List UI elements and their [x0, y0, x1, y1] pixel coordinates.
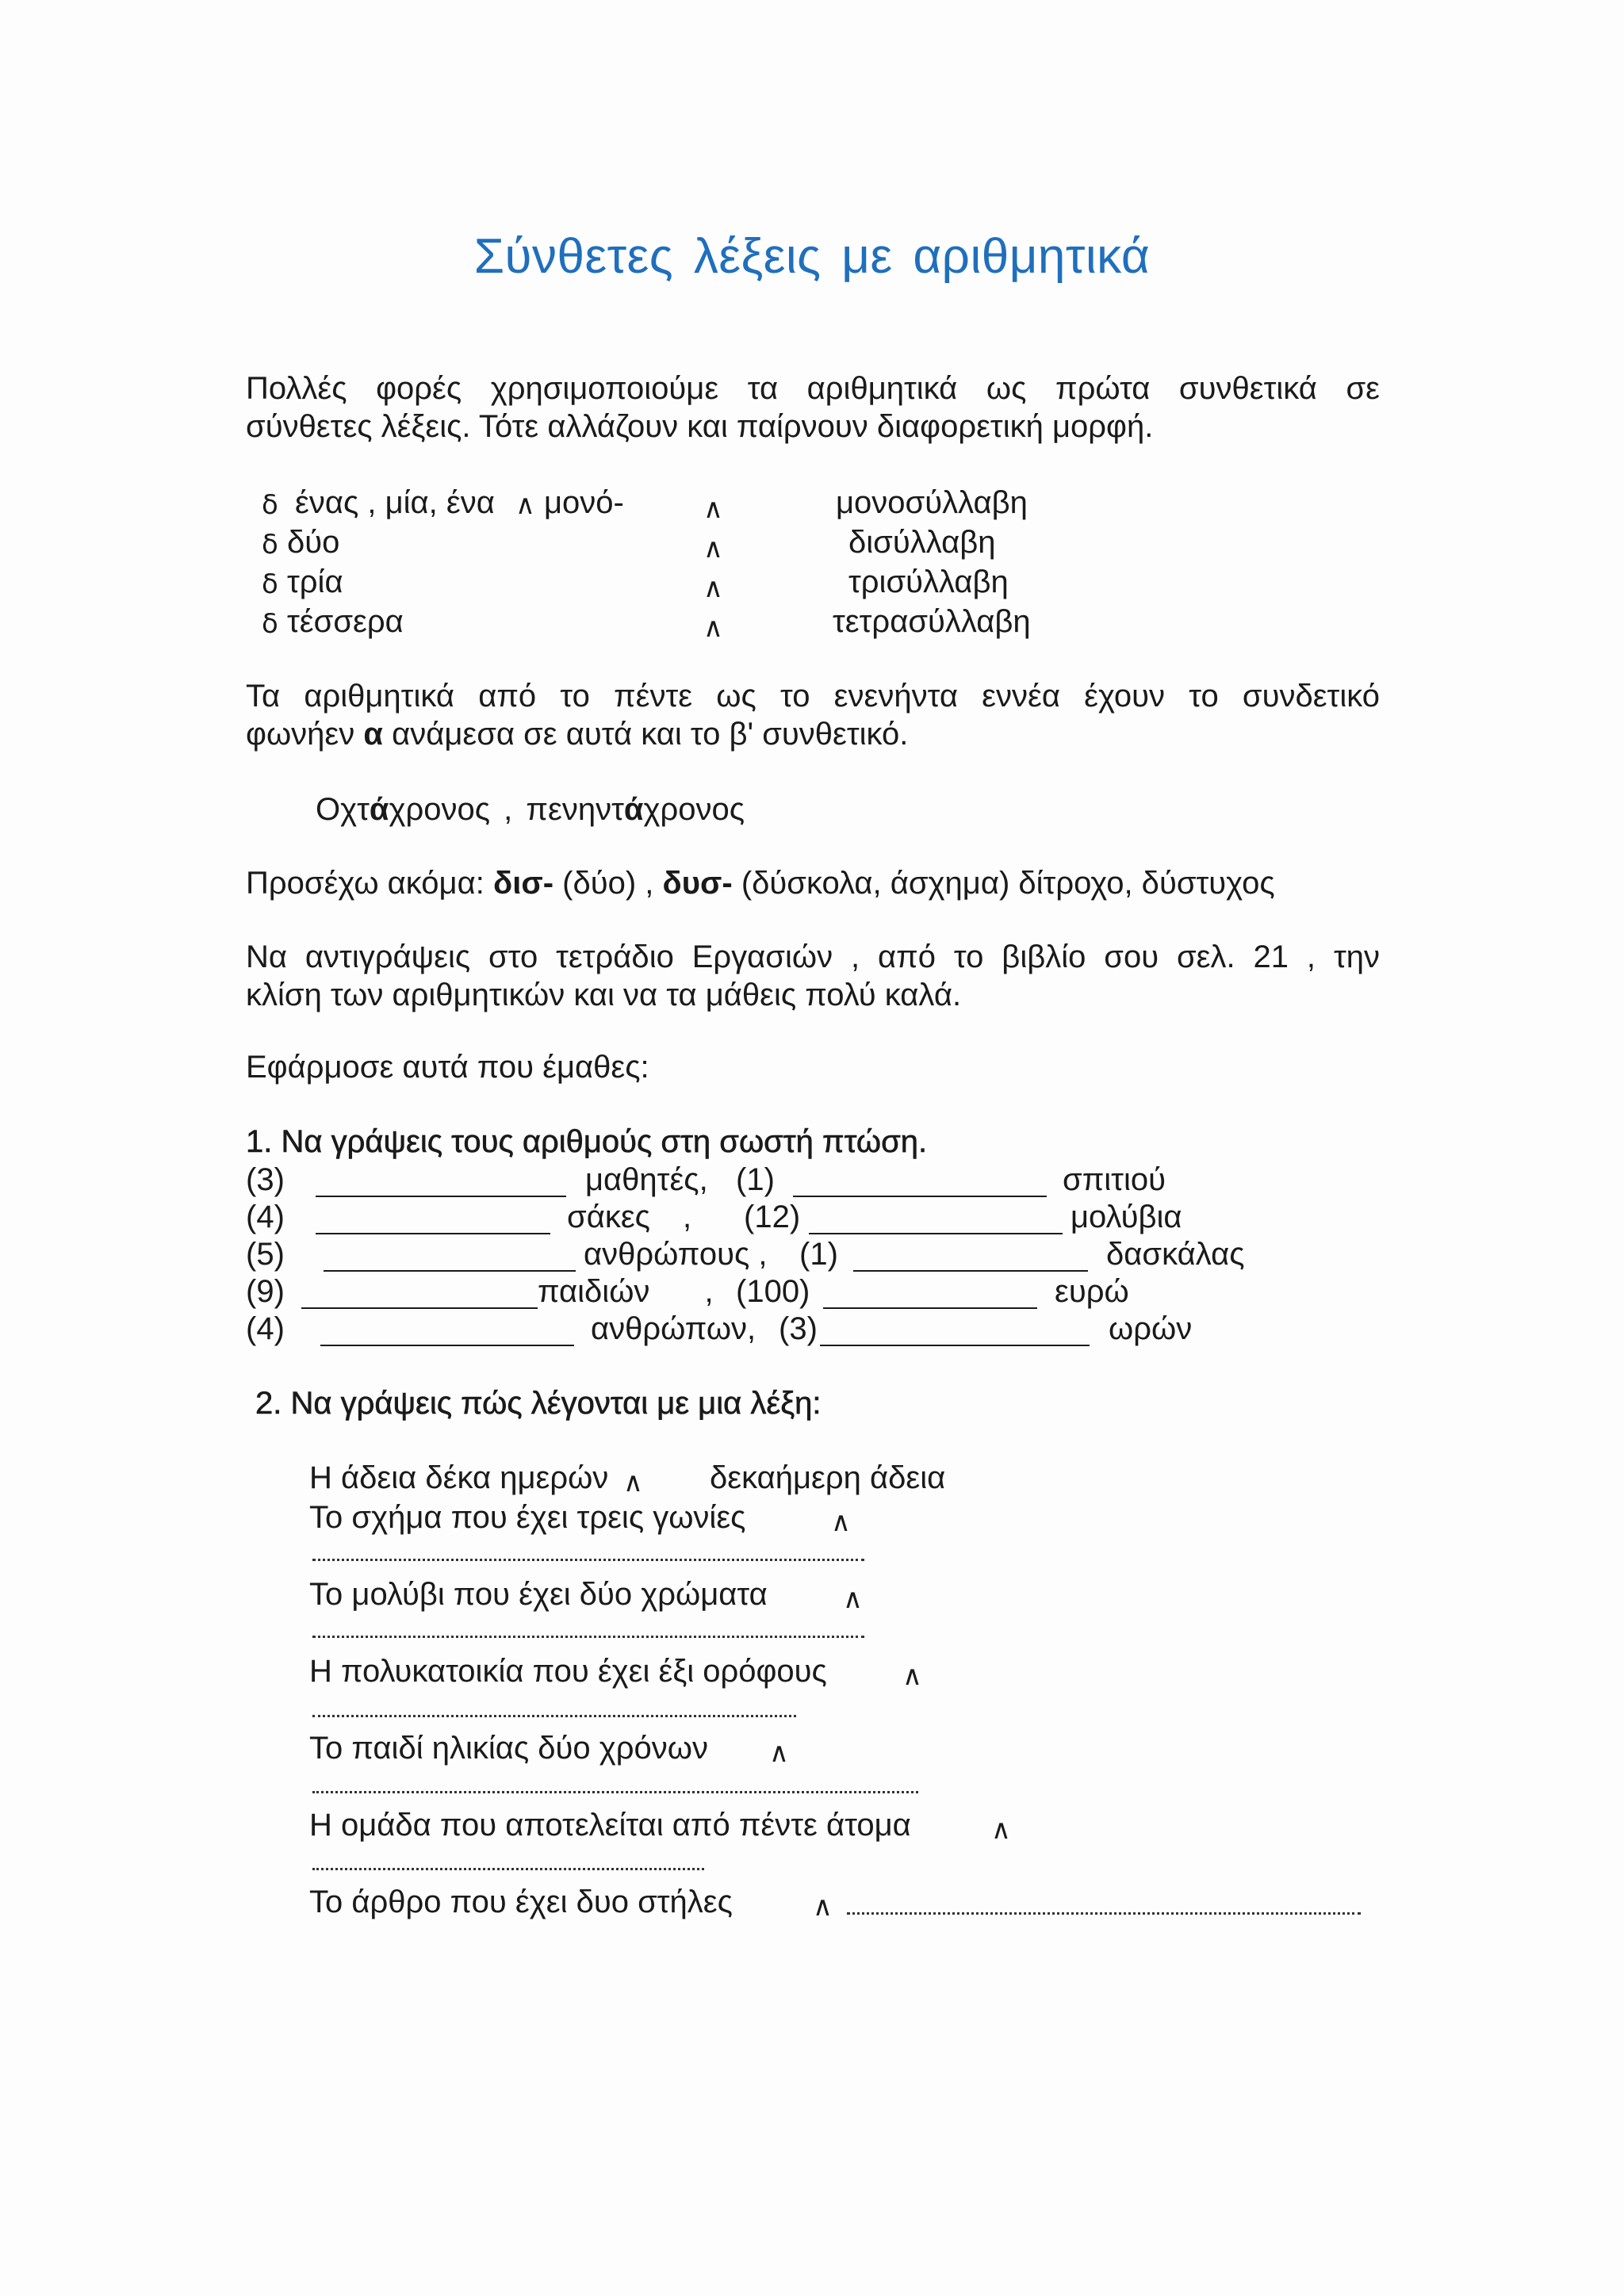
exercise2-prompt: Το άρθρο που έχει δυο στήλες [309, 1885, 733, 1919]
arrow-icon: ∧ [991, 1814, 1011, 1846]
numeral-result: τετρασύλλαβη [833, 604, 1031, 639]
prefix-dis: δισ- [492, 866, 554, 901]
noun-word: ευρώ [1055, 1274, 1129, 1309]
noun-word: σπιτιού [1063, 1162, 1166, 1197]
attention-text: Προσέχω ακόμα: [246, 866, 493, 901]
answer-blank[interactable] [324, 1240, 576, 1272]
noun-word: μολύβια [1071, 1200, 1182, 1234]
answer-line[interactable] [312, 1559, 864, 1561]
number-label: (5) [246, 1237, 285, 1272]
numeral-result: μονοσύλλαβη [836, 485, 1028, 520]
numeral-left: δύο [287, 525, 340, 560]
example-separator: , [490, 792, 527, 827]
example-answer: δεκαήμερη άδεια [710, 1460, 946, 1495]
noun-word: ωρών [1109, 1311, 1193, 1346]
exercise2-prompt: Το σχήμα που έχει τρεις γωνίες [309, 1500, 746, 1535]
numeral-left: τέσσερα [287, 604, 404, 639]
example-word: χρονος [643, 792, 745, 827]
connective-paragraph [246, 677, 1380, 753]
noun-word: παιδιών , [538, 1274, 714, 1309]
intro-line-2: σύνθετες λέξεις. Τότε αλλάζουν και παίρνουν διαφορετική μορφή. [246, 409, 1154, 444]
page-title: Σύνθετες λέξεις με αριθμητικά [473, 229, 1151, 284]
number-label: (9) [246, 1274, 285, 1309]
noun-word: δασκάλας [1106, 1237, 1245, 1272]
noun-word: ανθρώπων, [591, 1311, 756, 1346]
copy-task-line-2: κλίση των αριθμητικών και να τα μάθεις πολύ καλά. [246, 978, 962, 1012]
bullet-icon: δ [262, 568, 278, 600]
numeral-left: ένας , μία, ένα [295, 485, 495, 520]
exercise2-heading: 2. Να γράψεις πώς λέγονται με μια λέξη: [255, 1386, 822, 1421]
prefix-dys: δυσ- [662, 866, 733, 901]
arrow-icon: ∧ [703, 493, 723, 525]
example-prompt: Η άδεια δέκα ημερών [309, 1460, 609, 1495]
example-vowel: ά [369, 792, 389, 827]
number-label: (3) [246, 1162, 285, 1197]
exercise1-heading: 1. Να γράψεις τους αριθμούς στη σωστή πτώση. [246, 1124, 928, 1159]
number-label: (4) [246, 1200, 285, 1234]
example-word: Οχτ [316, 792, 370, 827]
answer-line[interactable] [312, 1715, 796, 1717]
arrow-icon: ∧ [703, 533, 723, 564]
answer-blank[interactable] [853, 1240, 1088, 1272]
answer-blank[interactable] [820, 1314, 1090, 1346]
arrow-icon: ∧ [703, 572, 723, 604]
answer-blank[interactable] [316, 1203, 550, 1234]
answer-blank[interactable] [301, 1277, 538, 1309]
intro-paragraph [246, 369, 1380, 446]
number-label: (4) [246, 1311, 285, 1346]
arrow-icon: ∧ [769, 1737, 789, 1769]
connective-line-2 [246, 715, 1380, 753]
connective-line-1: Τα αριθμητικά από το πέντε ως το ενενήντα εννέα έχουν το συνδετικό [246, 679, 1380, 714]
example-word: πενηντ [526, 792, 624, 827]
answer-line[interactable] [312, 1791, 918, 1793]
copy-task-paragraph [246, 938, 1380, 1014]
intro-line-1: Πολλές φορές χρησιμοποιούμε τα αριθμητικά ως πρώτα συνθετικά σε [246, 371, 1380, 406]
numeral-result: δισύλλαβη [848, 525, 996, 560]
answer-line[interactable] [847, 1912, 1361, 1915]
exercise2-prompt: Η πολυκατοικία που έχει έξι ορόφους [309, 1654, 827, 1689]
number-label: (3) [779, 1311, 818, 1346]
arrow-icon: ∧ [623, 1467, 643, 1498]
noun-word: ανθρώπους , [584, 1237, 768, 1272]
bullet-icon: δ [262, 608, 278, 640]
arrow-icon: ∧ [515, 489, 535, 521]
noun-word: σάκες , [567, 1200, 692, 1234]
exercise2-prompt: Το μολύβι που έχει δύο χρώματα [309, 1577, 768, 1612]
arrow-icon: ∧ [831, 1506, 851, 1538]
connective-vowel: α [363, 717, 383, 752]
answer-blank[interactable] [316, 1165, 566, 1197]
numeral-form: μονό- [544, 485, 624, 520]
answer-blank[interactable] [809, 1203, 1063, 1234]
numeral-left: τρία [287, 564, 343, 599]
examples-line [316, 790, 745, 828]
answer-line[interactable] [312, 1636, 864, 1638]
arrow-icon: ∧ [902, 1660, 922, 1692]
apply-heading: Εφάρμοσε αυτά που έμαθες: [246, 1050, 649, 1085]
attention-text: (δύσκολα, άσχημα) δίτροχο, δύστυχος [732, 866, 1275, 901]
copy-task-line-1: Να αντιγράψεις στο τετράδιο Εργασιών , από το βιβλίο σου σελ. 21 , την [246, 939, 1380, 974]
answer-blank[interactable] [320, 1314, 574, 1346]
connective-text: φωνήεν [246, 717, 364, 752]
number-label: (12) [744, 1200, 801, 1234]
connective-text: ανάμεσα σε αυτά και το β' συνθετικό. [382, 717, 909, 752]
example-vowel: ά [623, 792, 644, 827]
answer-blank[interactable] [823, 1277, 1037, 1309]
answer-blank[interactable] [793, 1165, 1047, 1197]
attention-line [246, 864, 1275, 902]
example-word: χρονος [389, 792, 491, 827]
number-label: (1) [736, 1162, 775, 1197]
answer-line[interactable] [312, 1868, 704, 1870]
noun-word: μαθητές, [585, 1162, 708, 1197]
attention-text: (δύο) , [553, 866, 663, 901]
bullet-icon: δ [262, 489, 278, 521]
arrow-icon: ∧ [813, 1891, 833, 1923]
bullet-icon: δ [262, 529, 278, 561]
number-label: (100) [736, 1274, 810, 1309]
exercise2-prompt: Το παιδί ηλικίας δύο χρόνων [309, 1731, 708, 1766]
arrow-icon: ∧ [703, 612, 723, 644]
numeral-result: τρισύλλαβη [848, 564, 1009, 599]
arrow-icon: ∧ [843, 1583, 863, 1615]
number-label: (1) [799, 1237, 838, 1272]
exercise2-prompt: Η ομάδα που αποτελείται από πέντε άτομα [309, 1808, 911, 1843]
